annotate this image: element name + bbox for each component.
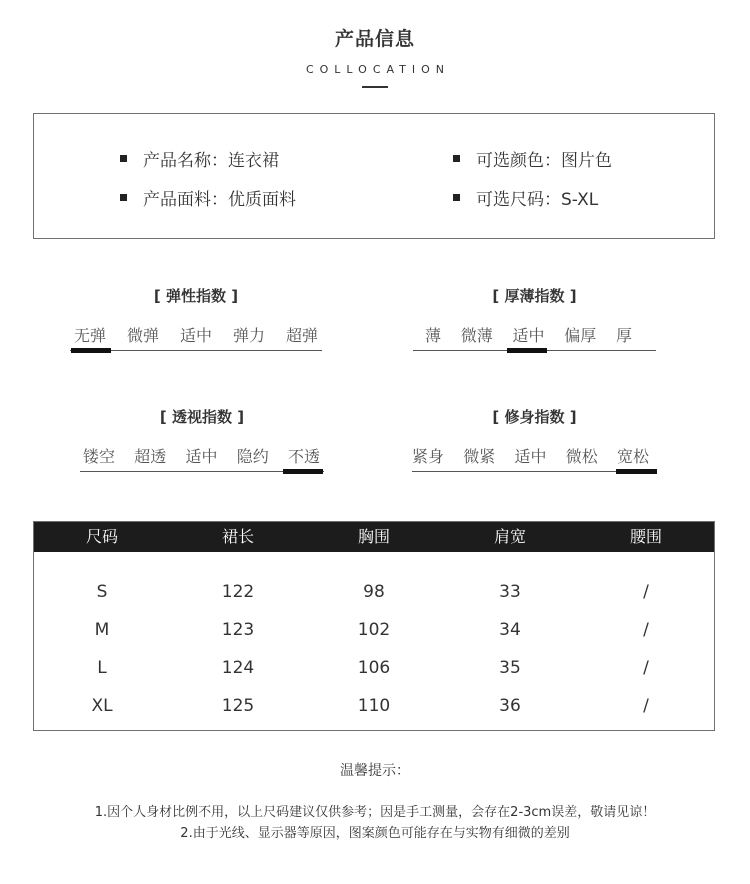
fit-option: 适中	[514, 447, 547, 466]
table-cell: /	[643, 620, 649, 640]
product-info-box	[33, 113, 715, 239]
thickness-scale	[413, 323, 656, 351]
table-row	[34, 611, 714, 649]
size-table-header-cell: 胸围	[357, 527, 390, 546]
fit-option: 微紧	[463, 447, 496, 466]
table-cell: M	[94, 620, 110, 640]
tips-title: 温馨提示：	[340, 763, 410, 779]
transparency-index-title: [ 透视指数 ]	[159, 408, 245, 426]
info-available-colors-text: 可选颜色：图片色	[476, 151, 612, 171]
square-bullet-icon	[453, 194, 460, 201]
elasticity-index-title: [ 弹性指数 ]	[153, 287, 239, 305]
transparency-index	[80, 406, 324, 472]
size-table-header	[34, 522, 714, 552]
page-title: 产品信息	[334, 28, 415, 50]
title-underline	[362, 86, 388, 88]
fit-index	[412, 406, 657, 472]
size-table-header-cell: 腰围	[629, 527, 662, 546]
thickness-option: 适中	[512, 326, 545, 345]
elasticity-option: 超弹	[285, 326, 318, 345]
elasticity-option: 微弹	[126, 326, 159, 345]
fit-selected-marker	[616, 469, 657, 474]
elasticity-index	[70, 285, 322, 351]
table-cell: 98	[363, 582, 385, 602]
fit-index-title: [ 修身指数 ]	[492, 408, 577, 426]
size-table-header-cell: 肩宽	[493, 527, 526, 546]
table-cell: 33	[499, 582, 521, 602]
table-cell: /	[643, 658, 649, 678]
table-cell: 124	[221, 658, 255, 678]
square-bullet-icon	[453, 155, 460, 162]
fit-option: 紧身	[412, 447, 445, 466]
size-table-body	[34, 552, 714, 725]
table-cell: 35	[499, 658, 521, 678]
table-cell: 125	[221, 696, 255, 716]
transparency-scale	[80, 444, 324, 472]
table-cell: 122	[221, 582, 255, 602]
info-available-colors	[453, 146, 612, 171]
page-subtitle: COLLOCATION	[305, 63, 451, 76]
fit-option: 宽松	[616, 447, 649, 466]
thickness-option: 偏厚	[564, 326, 597, 345]
info-product-name	[120, 146, 279, 171]
transparency-option: 隐约	[236, 447, 269, 466]
table-cell: /	[643, 696, 649, 716]
table-row	[34, 573, 714, 611]
size-table-header-cell: 裙长	[221, 527, 254, 546]
table-cell: L	[97, 658, 107, 678]
table-cell: /	[643, 582, 649, 602]
elasticity-selected-marker	[71, 348, 111, 353]
transparency-option: 适中	[185, 447, 218, 466]
table-cell: 34	[499, 620, 521, 640]
thickness-option: 薄	[425, 326, 442, 345]
tip-line-2: 2.由于光线、显示器等原因，图案颜色可能存在与实物有细微的差别	[180, 826, 570, 841]
fit-option: 微松	[565, 447, 598, 466]
table-cell: S	[96, 582, 108, 602]
size-table-header-cell: 尺码	[85, 527, 118, 546]
table-cell: XL	[91, 696, 113, 716]
thickness-index-title: [ 厚薄指数 ]	[492, 287, 577, 305]
transparency-option: 超透	[134, 447, 167, 466]
info-product-name-text: 产品名称：连衣裙	[143, 151, 279, 171]
elasticity-option: 无弹	[74, 326, 107, 345]
info-available-sizes-text: 可选尺码：S-XL	[476, 190, 599, 210]
table-row	[34, 687, 714, 725]
transparency-selected-marker	[283, 469, 323, 474]
info-product-fabric-text: 产品面料：优质面料	[143, 190, 296, 210]
transparency-option: 镂空	[83, 447, 116, 466]
fit-scale	[412, 444, 657, 472]
table-cell: 102	[357, 620, 391, 640]
table-cell: 123	[221, 620, 255, 640]
page-header	[0, 24, 750, 88]
square-bullet-icon	[120, 194, 127, 201]
table-row	[34, 649, 714, 687]
thickness-index	[413, 285, 656, 351]
table-cell: 36	[499, 696, 521, 716]
size-table	[33, 521, 715, 731]
info-product-fabric	[120, 185, 296, 210]
elasticity-scale	[70, 323, 322, 351]
table-cell: 106	[357, 658, 391, 678]
info-available-sizes	[453, 185, 598, 210]
tip-line-1: 1.因个人身材比例不用，以上尺码建议仅供参考；因是手工测量，会存在2-3cm误差，敬请见谅！	[94, 805, 656, 820]
table-cell: 110	[357, 696, 391, 716]
square-bullet-icon	[120, 155, 127, 162]
thickness-option: 微薄	[460, 326, 493, 345]
thickness-option: 厚	[615, 326, 632, 345]
elasticity-option: 弹力	[232, 326, 265, 345]
thickness-selected-marker	[507, 348, 547, 353]
transparency-option: 不透	[287, 447, 320, 466]
elasticity-option: 适中	[179, 326, 212, 345]
